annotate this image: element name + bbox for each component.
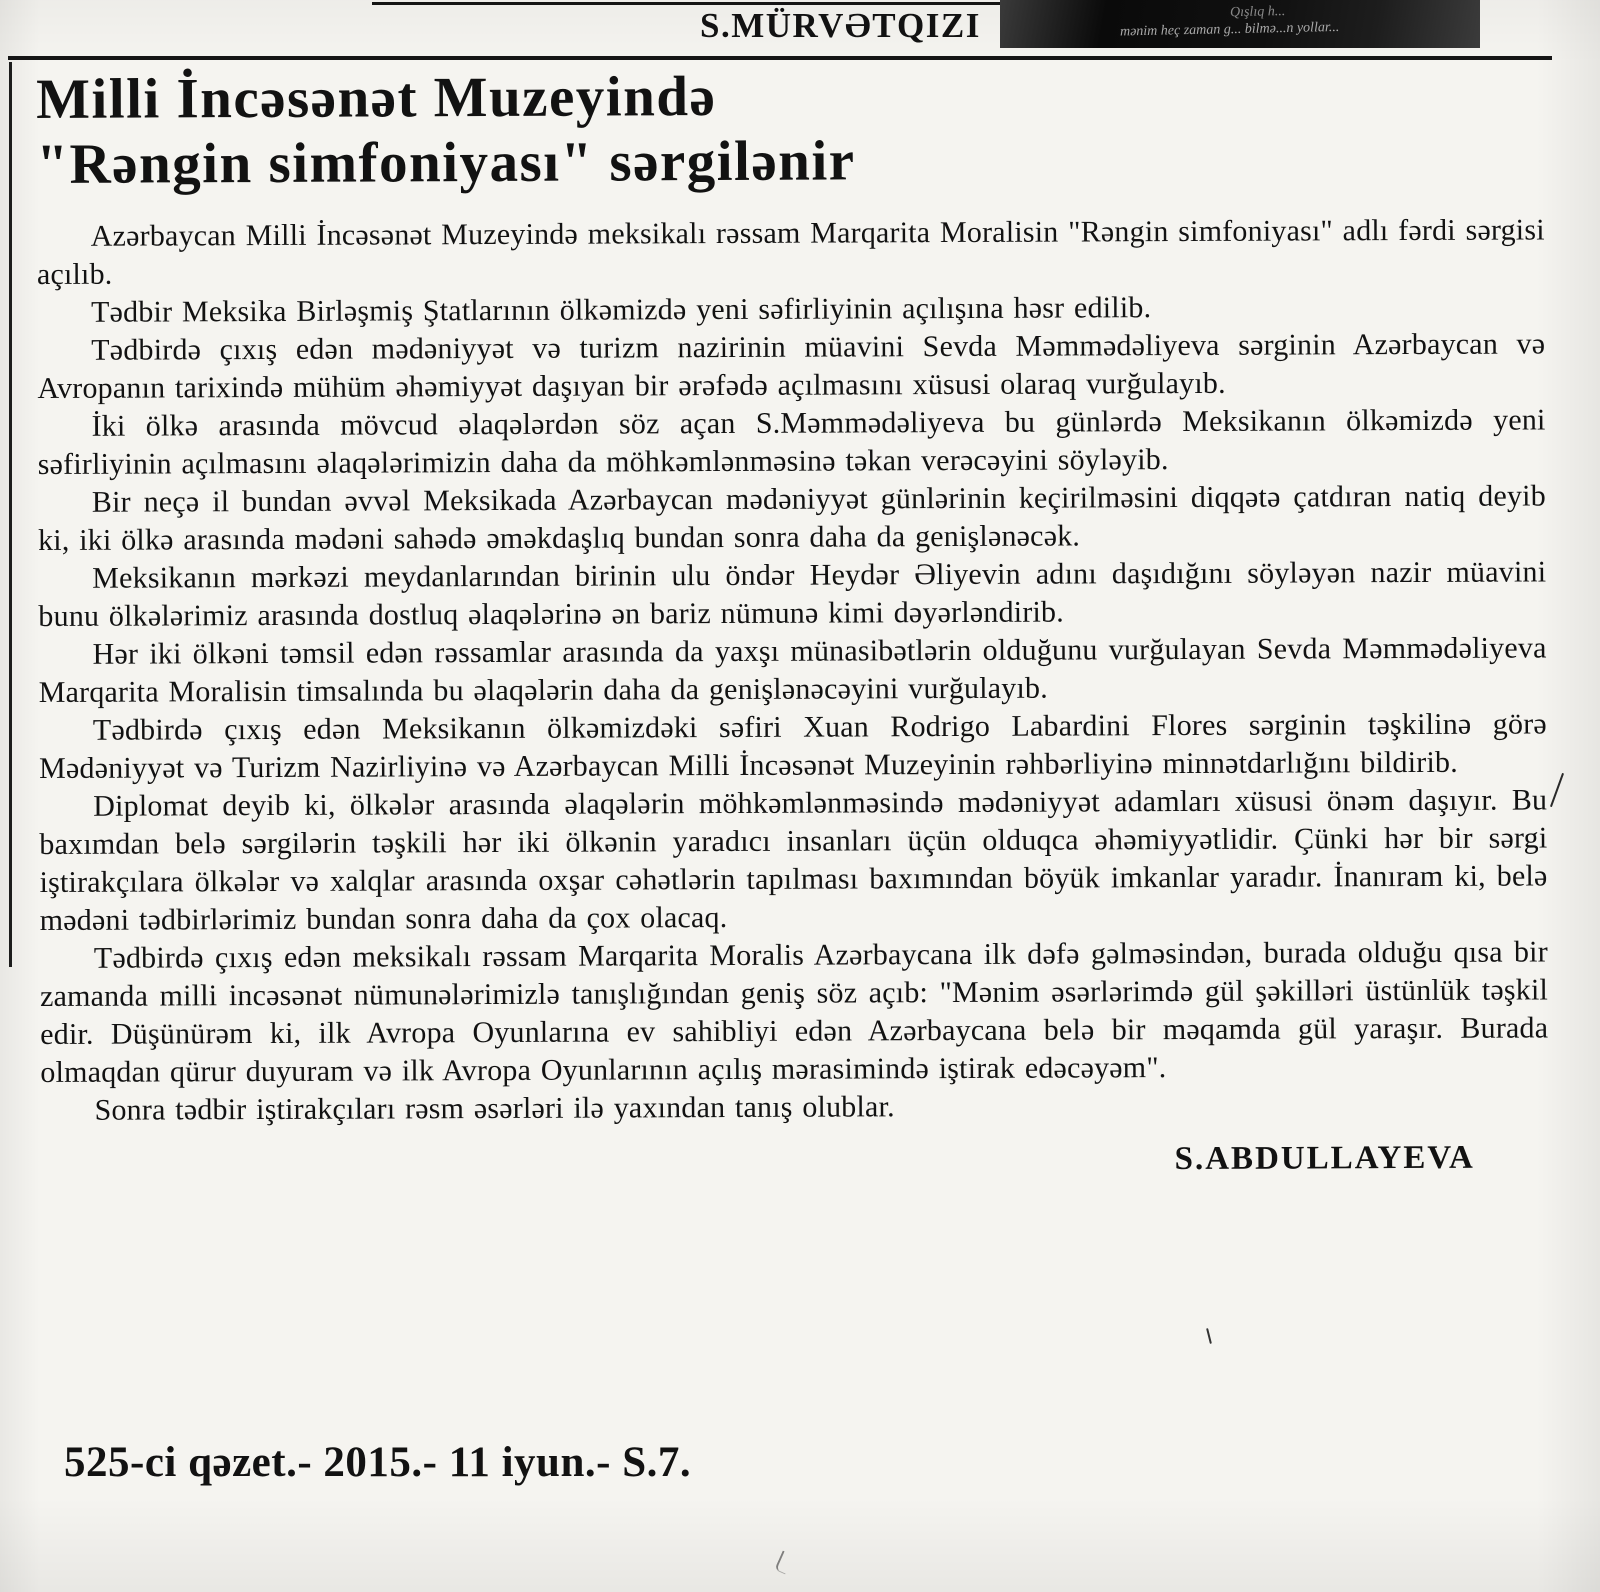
author-signature: S.ABDULLAYEVA <box>1174 1139 1475 1177</box>
pen-mark <box>1550 773 1564 808</box>
photo-fragment <box>1000 0 1480 48</box>
scan-smudge <box>774 1550 794 1574</box>
article-paragraph: Tədbirdə çıxış edən mədəniyyət və turizm nazirinin müavini Sevda Məmmədəliyeva sərginin Azərbaycan və Avropanın tarixində mühüm əhəmiyyət daşıyan bir ərəfədə açılmasını xüsusi olaraq vurğulayıb. <box>37 327 1546 405</box>
top-border-line <box>372 2 1002 5</box>
ink-mark <box>1206 1328 1212 1344</box>
article-paragraph: Tədbirdə çıxış edən meksikalı rəssam Marqarita Moralis Azərbaycana ilk dəfə gəlməsindən, burada olduğu qısa bir zamanda milli incəsənət nümunələrimizlə tanışlığından geniş söz açıb: "Mənim əsərlərimdə gül şəkilləri üstünlük təşkil edir. Düşünürəm ki, ilk Avropa Oyunlarına ev sahibliyi edən Azərbaycana belə bir məqamda gül yaraşır. Burada olmaqdan qürur duyuram və ilk Avropa Oyunlarının açılış mərasimində iştirak edəcəyəm". <box>39 935 1549 1089</box>
article-paragraph: Sonra tədbir iştirakçıları rəsm əsərləri ilə yaxından tanış olublar. <box>94 1090 895 1127</box>
article-paragraph: Tədbir Meksika Birləşmiş Ştatlarının ölkəmizdə yeni səfirliyinin açılışına həsr edilib. <box>90 291 1152 329</box>
header-rule-line <box>8 56 1552 60</box>
photo-caption-line: Qışlıq h... <box>1229 4 1286 21</box>
article-paragraph: Hər iki ölkəni təmsil edən rəssamlar arasında da yaxşı münasibətlərin olduğunu vurğulayan Sevda Məmmədəliyeva Marqarita Moralisin timsalında bu əlaqələrin daha da genişlənəcəyini vurğulayıb. <box>38 631 1547 709</box>
article-paragraph: Diplomat deyib ki, ölkələr arasında əlaqələrin möhkəmlənməsində mədəniyyət adamları xüsusi önəm daşıyır. Bu baxımdan belə sərgilərin təşkili hər iki ölkənin yaradıcı insanları üçün olduqca əhəmiyyətlidir. Çünki hər bir sərgi iştirakçılara ölkələr və xalqlar arasında oxşar cəhətlərin tapılması baxımından böyük imkanlar yaradır. İnanıram ki, belə mədəni tədbirlərimiz bundan sonra daha da çox olacaq. <box>39 783 1548 937</box>
article-body <box>37 211 1549 1130</box>
article-paragraph: Meksikanın mərkəzi meydanlarından birinin ulu öndər Heydər Əliyevin adını daşıdığını söyləyən nazir müavini bunu ölkələrimiz arasında dostluq əlaqələrinə ən bariz nümunə kimi dəyərləndirib. <box>38 555 1547 633</box>
article-paragraph: Bir neçə il bundan əvvəl Meksikada Azərbaycan mədəniyyət günlərinin keçirilməsini diqqətə çatdıran natiq deyib ki, iki ölkə arasında mədəni sahədə əməkdaşlıq bundan sonra daha da genişlənəcək. <box>37 479 1546 557</box>
page-byline: S.MÜRVƏTQIZI <box>700 6 981 45</box>
article-headline <box>36 61 1545 198</box>
headline-line-1: Milli İncəsənət Muzeyində <box>36 65 717 131</box>
article-paragraph: İki ölkə arasında mövcud əlaqələrdən söz açan S.Məmmədəliyeva bu günlərdə Meksikanın ölkəmizdə yeni səfirliyinin açılmasını əlaqələrimizin daha da möhkəmlənməsinə təkan verəcəyini söyləyib. <box>37 403 1546 481</box>
source-citation: 525-ci qəzet.- 2015.- 11 iyun.- S.7. <box>64 1439 692 1486</box>
headline-line-2: "Rəngin simfoniyası" sərgilənir <box>36 129 856 196</box>
photo-caption-line: mənim heç zaman g... bilmə...n yollar... <box>1119 19 1340 40</box>
article <box>36 61 1549 1183</box>
article-paragraph: Tədbirdə çıxış edən Meksikanın ölkəmizdəki səfiri Xuan Rodrigo Labardini Flores sərginin təşkilinə görə Mədəniyyət və Turizm Nazirliyinə və Azərbaycan Milli İncəsənət Muzeyinin rəhbərliyinə minnətdarlığını bildirib. <box>38 707 1547 785</box>
left-border-line <box>9 62 12 967</box>
article-paragraph: Azərbaycan Milli İncəsənət Muzeyində meksikalı rəssam Marqarita Moralisin "Rəngin simfoniyası" adlı fərdi sərgisi açılıb. <box>36 213 1545 291</box>
